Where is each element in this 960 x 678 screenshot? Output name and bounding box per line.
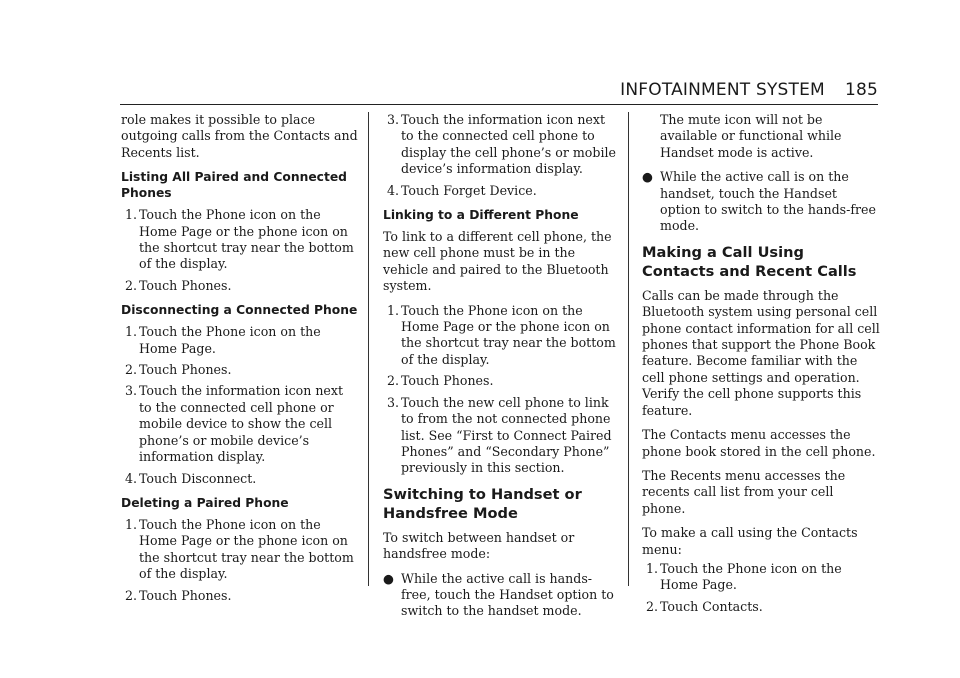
section-heading-making-call: Making a Call Using Contacts and Recent Calls [642,243,857,280]
list-item: ● While the active call is hands-free, touch the Handset option to switch to the handset mode. [383,570,614,619]
switch-bullets [383,571,621,620]
list-item: 1. Touch the Phone icon on the Home Page or the phone icon on the shortcut tray near the bottom of the display. [387,302,616,367]
list-item: 2. Touch Phones. [387,373,494,389]
subheading-disconnect: Disconnecting a Connected Phone [121,303,358,318]
list-item: 1. Touch the Phone icon on the Home Page or the phone icon on the shortcut tray near the bottom of the display. [125,516,354,582]
paragraph: The Recents menu accesses the recents call list from your cell phone. [642,467,846,516]
bullet-icon: ● [642,169,653,185]
bullet-icon: ● [383,570,394,586]
subheading-listing: Listing All Paired and Connected Phones [121,170,347,201]
contacts-steps [642,561,880,615]
subheading-linking: Linking to a Different Phone [383,208,579,223]
listing-steps [121,207,359,294]
paragraph: To switch between handset or handsfree mode: [383,529,575,562]
section-title: INFOTAINMENT SYSTEM [620,80,825,100]
list-item: 3. Touch the information icon next to the connected cell phone or mobile device to show the cell phone’s or mobile device’s information display. [125,383,344,465]
switch-bullets-continued [642,169,880,235]
list-item: 1. Touch the Phone icon on the Home Page or the phone icon on the shortcut tray near the bottom of the display. [125,207,354,272]
paragraph: To make a call using the Contacts menu: [642,525,858,557]
running-header [560,80,878,100]
column-3 [642,112,880,623]
list-item: 2. Touch Phones. [125,362,232,378]
list-item: 2. Touch Phones. [125,277,232,293]
column-divider [628,112,629,586]
paragraph: The Contacts menu accesses the phone book stored in the cell phone. [642,427,876,459]
page-number: 185 [844,80,878,100]
list-item: 3. Touch the information icon next to the connected cell phone to display the cell phone’s or mobile device’s information display. [387,112,616,177]
list-item: 4. Touch Forget Device. [387,182,537,198]
list-item: 4. Touch Disconnect. [125,470,257,486]
section-heading-switching: Switching to Handset or Handsfree Mode [383,485,582,522]
header-rule [120,104,878,105]
column-1 [121,112,359,612]
delete-steps-continued [383,112,621,199]
paragraph-continued: The mute icon will not be available or functional while Handset mode is active. [660,112,842,160]
list-item: 1. Touch the Phone icon on the Home Page. [125,324,321,356]
list-item: 2. Touch Contacts. [646,598,763,614]
list-item: 1. Touch the Phone icon on the Home Page. [646,560,842,593]
subheading-delete: Deleting a Paired Phone [121,495,289,510]
delete-steps [121,517,359,604]
list-item: 3. Touch the new cell phone to link to from the not connected phone list. See “First to Connect Paired Phones” and “Secondary Phone” previously in this section. [387,394,612,476]
paragraph: To link to a different cell phone, the new cell phone must be in the vehicle and paired to the Bluetooth system. [383,229,612,294]
column-2 [383,112,621,628]
list-item: 2. Touch Phones. [125,587,232,603]
paragraph: Calls can be made through the Bluetooth system using personal cell phone contact information for all cell phones that support the Phone Book feature. Become familiar with the cell phone settings and operation. Verify the cell phone supports this feature. [642,287,880,418]
paragraph: role makes it possible to place outgoing calls from the Contacts and Recents list. [121,112,358,160]
column-divider [368,112,369,586]
list-item: ● While the active call is on the handset, touch the Handset option to switch to the hands-free mode. [642,169,876,234]
linking-steps [383,303,621,477]
disconnect-steps [121,324,359,487]
